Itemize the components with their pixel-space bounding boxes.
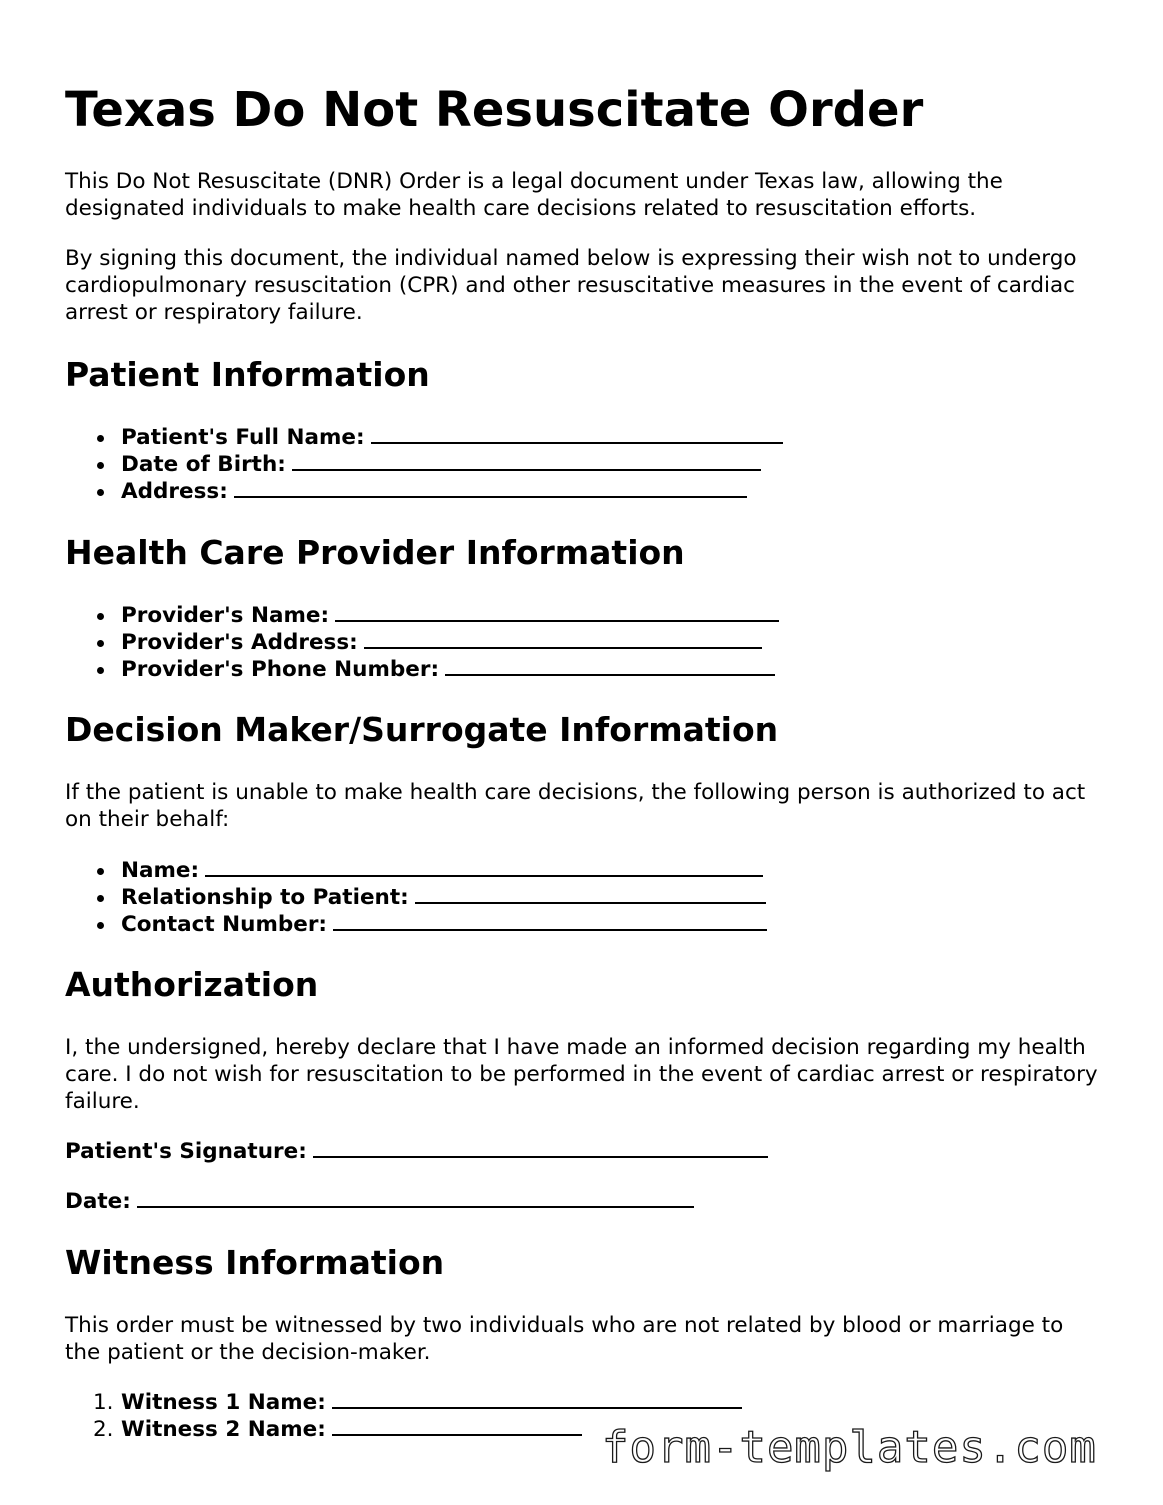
authorization-paragraph: I, the undersigned, hereby declare that I have made an informed decision regarding my health care. I do not wish for resuscitation to be performed in the event of cardiac arrest or respiratory failure.	[65, 1035, 1098, 1114]
witness-2-number: 2.	[93, 1417, 114, 1442]
list-item	[65, 857, 767, 884]
date-label: Date:	[65, 1189, 131, 1214]
list-item	[65, 602, 779, 629]
list-item	[65, 478, 783, 505]
patient-section-heading: Patient Information	[65, 355, 430, 394]
list-item	[65, 911, 767, 938]
witness-2-label: Witness 2 Name:	[121, 1417, 326, 1442]
witness-2-field[interactable]	[332, 1416, 582, 1436]
list-item	[65, 424, 783, 451]
patient-signature-label: Patient's Signature:	[65, 1139, 307, 1164]
patient-field-list	[65, 424, 783, 505]
patient-signature-line	[65, 1138, 768, 1165]
page-title: Texas Do Not Resuscitate Order	[65, 82, 924, 138]
provider-section-heading: Health Care Provider Information	[65, 533, 685, 572]
relationship-label: Relationship to Patient:	[121, 885, 409, 910]
surrogate-name-field[interactable]	[205, 857, 763, 877]
list-item	[65, 656, 779, 683]
witness-section-heading: Witness Information	[65, 1243, 445, 1282]
list-item	[65, 1389, 742, 1416]
surrogate-name-label: Name:	[121, 858, 200, 883]
witness-1-number: 1.	[93, 1390, 114, 1415]
list-item	[65, 884, 767, 911]
contact-number-label: Contact Number:	[121, 912, 328, 937]
address-field[interactable]	[234, 478, 747, 498]
surrogate-section-heading: Decision Maker/Surrogate Information	[65, 710, 779, 749]
witness-paragraph: This order must be witnessed by two individuals who are not related by blood or marriage to the patient or the decision-maker.	[65, 1313, 1064, 1365]
provider-address-field[interactable]	[364, 629, 762, 649]
patient-name-field[interactable]	[371, 424, 783, 444]
provider-phone-field[interactable]	[445, 656, 775, 676]
list-item	[65, 451, 783, 478]
provider-name-label: Provider's Name:	[121, 603, 330, 628]
list-item	[65, 629, 779, 656]
provider-field-list	[65, 602, 779, 683]
authorization-section-heading: Authorization	[65, 965, 319, 1004]
patient-name-label: Patient's Full Name:	[121, 425, 365, 450]
surrogate-field-list	[65, 857, 767, 938]
intro-paragraph-2: By signing this document, the individual named below is expressing their wish not to undergo cardiopulmonary resuscitation (CPR) and other resuscitative measures in the event of cardiac arrest or respiratory failure.	[65, 246, 1077, 325]
intro-paragraph-1: This Do Not Resuscitate (DNR) Order is a legal document under Texas law, allowing the designated individuals to make health care decisions related to resuscitation efforts.	[65, 169, 1003, 221]
provider-name-field[interactable]	[335, 602, 779, 622]
provider-address-label: Provider's Address:	[121, 630, 358, 655]
watermark: form-templates.com	[602, 1422, 1097, 1473]
date-of-birth-field[interactable]	[292, 451, 761, 471]
date-field[interactable]	[137, 1188, 694, 1208]
patient-signature-field[interactable]	[313, 1138, 768, 1158]
contact-number-field[interactable]	[333, 911, 767, 931]
address-label: Address:	[121, 479, 228, 504]
date-line	[65, 1188, 694, 1215]
provider-phone-label: Provider's Phone Number:	[121, 657, 440, 682]
witness-1-label: Witness 1 Name:	[121, 1390, 326, 1415]
relationship-field[interactable]	[415, 884, 766, 904]
date-of-birth-label: Date of Birth:	[121, 452, 286, 477]
surrogate-paragraph: If the patient is unable to make health care decisions, the following person is authorized to act on their behalf:	[65, 780, 1086, 832]
witness-1-field[interactable]	[332, 1389, 742, 1409]
